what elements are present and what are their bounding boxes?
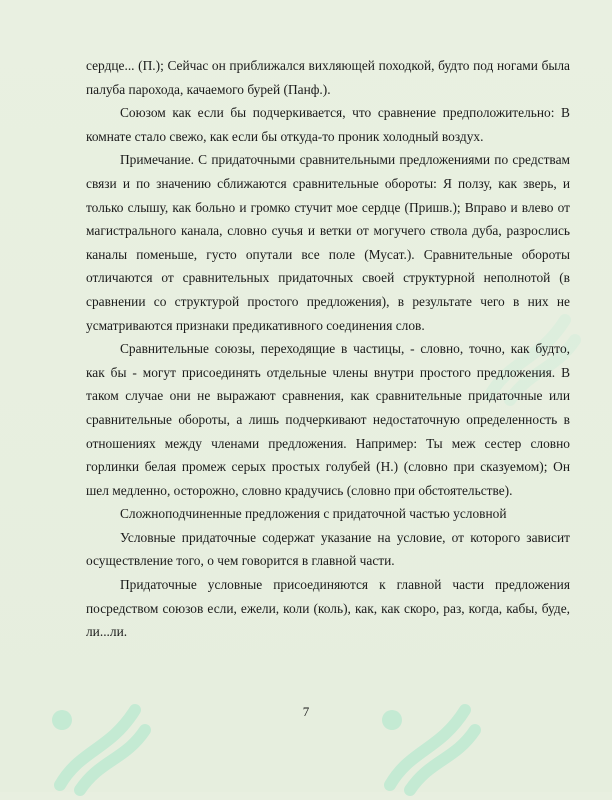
paragraph-3: Примечание. С придаточными сравнительными предложениями по средствам связи и по значению сближаются сравнительные обороты: Я ползу, как зверь, и только слышу, как больно и громко стучит мое сердце (Пришв.); Вправо и влево от магистрального канала, словно сучья и ветки от могучего ствола дуба, разрослись каналы поменьше, густо опутали все поле (Мусат.). Сравнительные обороты отличаются от сравнительных придаточных своей структурной неполнотой (в сравнении со структурой простого предложения), в результате чего в них не усматриваются признаки предикативного соединения слов. [86, 152, 570, 333]
paragraph-1: сердце... (П.); Сейчас он приближался вихляющей походкой, будто под ногами была палуба парохода, качаемого бурей (Панф.). [86, 58, 570, 97]
page-number: 7 [302, 704, 310, 719]
section-heading: Сложноподчиненные предложения с придаточной частью условной [120, 506, 507, 522]
paragraph-2: Союзом как если бы подчеркивается, что сравнение предположительно: В комнате стало свежо, как если бы откуда-то проник холодный воздух. [86, 105, 570, 144]
document-body [86, 54, 570, 644]
paragraph-4: Сравнительные союзы, переходящие в частицы, - словно, точно, как будто, как бы - могут присоединять отдельные члены внутри простого предложения. В таком случае они не выражают сравнения, как сравнительные придаточные или сравнительные обороты, а лишь подчеркивают недостаточную определенность в отношениях между членами предложения. Например: Ты меж сестер словно горлинки белая промеж серых простых голубей (Н.) (словно при сказуемом); Он шел медленно, осторожно, словно крадучись (словно при обстоятельстве). [86, 341, 570, 498]
paragraph-5: Условные придаточные содержат указание на условие, от которого зависит осуществление того, о чем говорится в главной части. [86, 529, 570, 569]
paragraph-6: Придаточные условные присоединяются к главной части предложения посредством союзов если, ежели, коли (коль), как, как скоро, раз, когда, кабы, буде, ли...ли. [86, 577, 570, 640]
